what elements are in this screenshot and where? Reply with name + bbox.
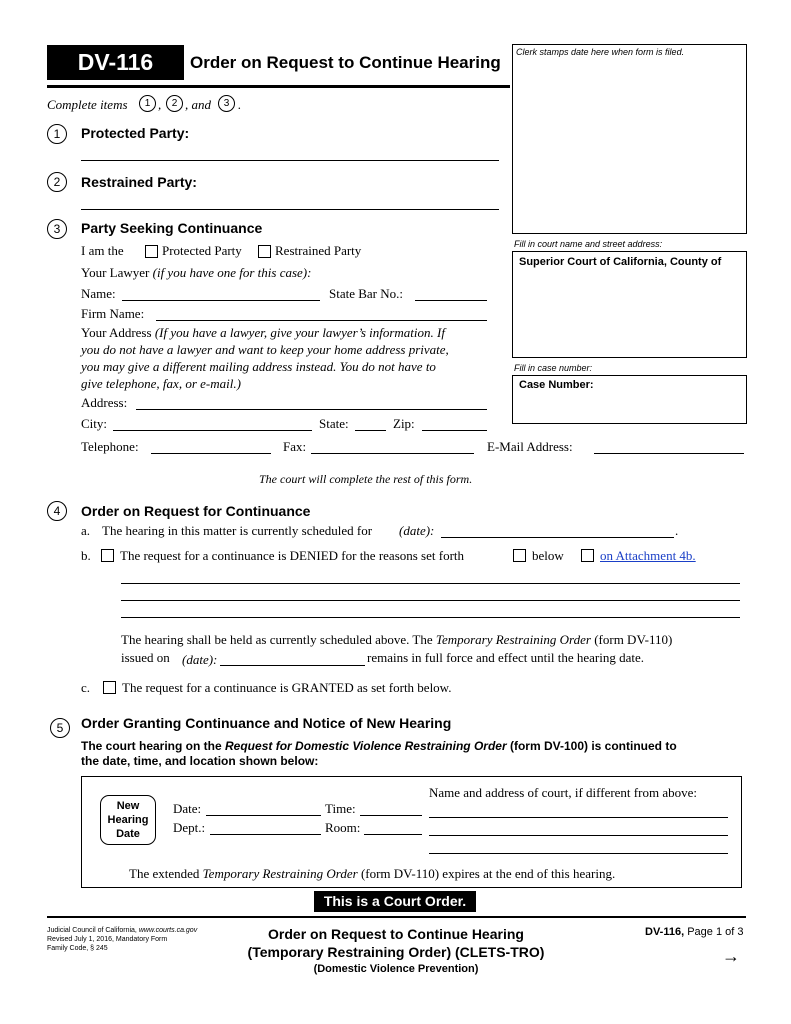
- footer-title-2: (Temporary Restraining Order) (CLETS-TRO): [247, 944, 545, 960]
- clerk-stamp-caption: Clerk stamps date here when form is filed.: [516, 47, 685, 57]
- fax-field[interactable]: [311, 453, 474, 454]
- address-note-4: give telephone, fax, or e-mail.): [81, 376, 241, 391]
- intro-sep-1: ,: [158, 97, 162, 112]
- your-lawyer-label: [81, 265, 311, 281]
- hearing-date-label: Date:: [173, 801, 202, 816]
- address-label: Address:: [81, 395, 128, 410]
- item-4b-checkbox[interactable]: [101, 549, 114, 562]
- badge-line-2: Hearing: [107, 814, 149, 826]
- hearing-room-label: Room:: [325, 820, 361, 835]
- hearing-time-label: Time:: [325, 801, 356, 816]
- case-number-label: Case Number:: [519, 379, 594, 391]
- item-4b-text: The request for a continuance is DENIED for the reasons set forth: [120, 548, 465, 563]
- issued-on-date-field[interactable]: [220, 665, 365, 666]
- title-rule: [47, 85, 510, 88]
- court-address-line-3[interactable]: [429, 853, 728, 854]
- item-4a-text: The hearing in this matter is currently scheduled for: [102, 523, 373, 538]
- held-2c: remains in full force and effect until the hearing date.: [367, 650, 644, 665]
- case-number-caption: Fill in case number:: [514, 363, 593, 373]
- intro-1b: Request for Domestic Violence Restraining Order: [225, 739, 507, 753]
- hearing-date-field[interactable]: [206, 815, 321, 816]
- footer-title-1: Order on Request to Continue Hearing: [268, 926, 524, 942]
- item-5-intro-1: [81, 739, 677, 753]
- court-name-caption: Fill in court name and street address:: [514, 239, 663, 249]
- item-4a-date-field[interactable]: [441, 537, 674, 538]
- next-page-arrow-icon[interactable]: →: [722, 946, 740, 966]
- restrained-party-option: Restrained Party: [275, 243, 362, 258]
- state-label: State:: [319, 416, 349, 431]
- court-name-label: Superior Court of California, County of: [519, 256, 722, 268]
- item-4b-below: below: [532, 548, 564, 563]
- firm-name-field[interactable]: [156, 320, 487, 321]
- item-4b-attachment-checkbox[interactable]: [581, 549, 594, 562]
- denied-reason-line-2[interactable]: [121, 600, 740, 601]
- firm-name-label: Firm Name:: [81, 306, 145, 321]
- item-4c-checkbox[interactable]: [103, 681, 116, 694]
- item-5-number: 5: [50, 718, 70, 738]
- city-field[interactable]: [113, 430, 312, 431]
- held-2a: issued on: [121, 650, 170, 665]
- restrained-party-field[interactable]: [81, 209, 499, 210]
- intro-end: .: [238, 97, 242, 112]
- held-2b: (date):: [182, 652, 218, 667]
- address-field[interactable]: [136, 409, 487, 410]
- court-address-line-2[interactable]: [429, 835, 728, 836]
- state-field[interactable]: [355, 430, 386, 431]
- complete-items-intro: Complete items: [47, 97, 128, 112]
- footer-page: [645, 926, 743, 938]
- protected-party-field[interactable]: [81, 160, 499, 161]
- badge-line-3: Date: [116, 828, 140, 840]
- extended-tro-note: [129, 866, 615, 882]
- item-4-number: 4: [47, 501, 67, 521]
- intro-1a: The court hearing on the: [81, 739, 222, 753]
- state-bar-field[interactable]: [415, 300, 487, 301]
- item-4c-text: The request for a continuance is GRANTED as set forth below.: [122, 680, 452, 695]
- address-note-2: you do not have a lawyer and want to keep your home address private,: [81, 342, 449, 357]
- intro-num-3: 3: [218, 95, 235, 112]
- restrained-party-checkbox[interactable]: [258, 245, 271, 258]
- footer-title-3: (Domestic Violence Prevention): [313, 963, 479, 975]
- case-number-box[interactable]: [512, 375, 747, 424]
- hearing-dept-field[interactable]: [210, 834, 321, 835]
- denied-reason-line-3[interactable]: [121, 617, 740, 618]
- fax-label: Fax:: [283, 439, 307, 454]
- item-4a-letter: a.: [81, 523, 91, 538]
- name-label: Name:: [81, 286, 116, 301]
- telephone-field[interactable]: [151, 453, 271, 454]
- state-bar-label: State Bar No.:: [329, 286, 404, 301]
- badge-line-1: New: [116, 800, 140, 812]
- extended-a: The extended: [129, 866, 200, 881]
- footer-council: [47, 927, 197, 934]
- footer-page-number: Page 1 of 3: [687, 926, 744, 938]
- item-1-number: 1: [47, 124, 67, 144]
- order-on-request-label: Order on Request for Continuance: [81, 503, 311, 519]
- item-5-intro-2: the date, time, and location shown below:: [81, 754, 319, 768]
- telephone-label: Telephone:: [81, 439, 139, 454]
- your-lawyer-text: Your Lawyer: [81, 265, 150, 280]
- i-am-the-label: I am the: [81, 243, 124, 258]
- held-1a: The hearing shall be held as currently scheduled above. The: [121, 632, 433, 647]
- item-4b-below-checkbox[interactable]: [513, 549, 526, 562]
- city-label: City:: [81, 416, 108, 431]
- zip-label: Zip:: [393, 416, 415, 431]
- form-title: Order on Request to Continue Hearing: [190, 53, 501, 72]
- footer-revised: Revised July 1, 2016, Mandatory Form: [47, 936, 168, 943]
- hearing-room-field[interactable]: [364, 834, 422, 835]
- hearing-dept-label: Dept.:: [173, 820, 206, 835]
- court-address-label: Name and address of court, if different from above:: [429, 785, 697, 800]
- extended-b: Temporary Restraining Order: [202, 866, 358, 881]
- held-1b: Temporary Restraining Order: [435, 632, 591, 647]
- court-name-box[interactable]: [512, 251, 747, 358]
- your-address-text: Your Address: [81, 325, 152, 340]
- your-address-label: [81, 325, 445, 341]
- item-4c-letter: c.: [81, 680, 91, 695]
- council-name: Judicial Council of California,: [47, 927, 137, 934]
- your-lawyer-note: (if you have one for this case):: [152, 265, 312, 280]
- email-label: E-Mail Address:: [487, 439, 573, 454]
- intro-1c: (form DV-100) is continued to: [509, 739, 677, 753]
- denied-reason-line-1[interactable]: [121, 583, 740, 584]
- footer-form-id: DV-116,: [645, 926, 685, 938]
- protected-party-label: Protected Party:: [81, 125, 190, 141]
- hearing-held-text-1: [121, 632, 672, 648]
- item-2-number: 2: [47, 172, 67, 192]
- court-address-line-1[interactable]: [429, 817, 728, 818]
- restrained-party-label: Restrained Party:: [81, 174, 197, 190]
- council-url: www.courts.ca.gov: [138, 927, 198, 934]
- protected-party-option: Protected Party: [162, 243, 242, 258]
- court-order-banner: This is a Court Order.: [314, 891, 476, 912]
- item-4a-date-label: (date):: [399, 523, 435, 538]
- form-id-badge: DV-116: [47, 45, 184, 80]
- intro-sep-2: , and: [185, 97, 211, 112]
- intro-num-1: 1: [139, 95, 156, 112]
- protected-party-checkbox[interactable]: [145, 245, 158, 258]
- address-note-1: (If you have a lawyer, give your lawyer’s information. If: [154, 325, 445, 340]
- attachment-4b-link[interactable]: on Attachment 4b.: [600, 548, 696, 563]
- party-seeking-continuance-label: Party Seeking Continuance: [81, 220, 263, 236]
- address-note-3: you may give a different mailing address instead. You do not have to: [81, 359, 436, 374]
- footer-code: Family Code, § 245: [47, 945, 108, 952]
- extended-c: (form DV-110) expires at the end of this hearing.: [360, 866, 616, 881]
- item-3-number: 3: [47, 219, 67, 239]
- court-complete-note: The court will complete the rest of this form.: [259, 472, 473, 486]
- item-4a-end: .: [675, 523, 679, 538]
- clerk-stamp-box: [512, 44, 747, 234]
- intro-num-2: 2: [166, 95, 183, 112]
- new-hearing-date-badge: [100, 795, 156, 845]
- held-1c: (form DV-110): [594, 632, 673, 647]
- footer-rule: [47, 916, 746, 918]
- email-field[interactable]: [594, 453, 744, 454]
- hearing-time-field[interactable]: [360, 815, 422, 816]
- zip-field[interactable]: [422, 430, 487, 431]
- name-field[interactable]: [122, 300, 320, 301]
- item-4b-letter: b.: [81, 548, 91, 563]
- order-granting-label: Order Granting Continuance and Notice of New Hearing: [81, 715, 452, 731]
